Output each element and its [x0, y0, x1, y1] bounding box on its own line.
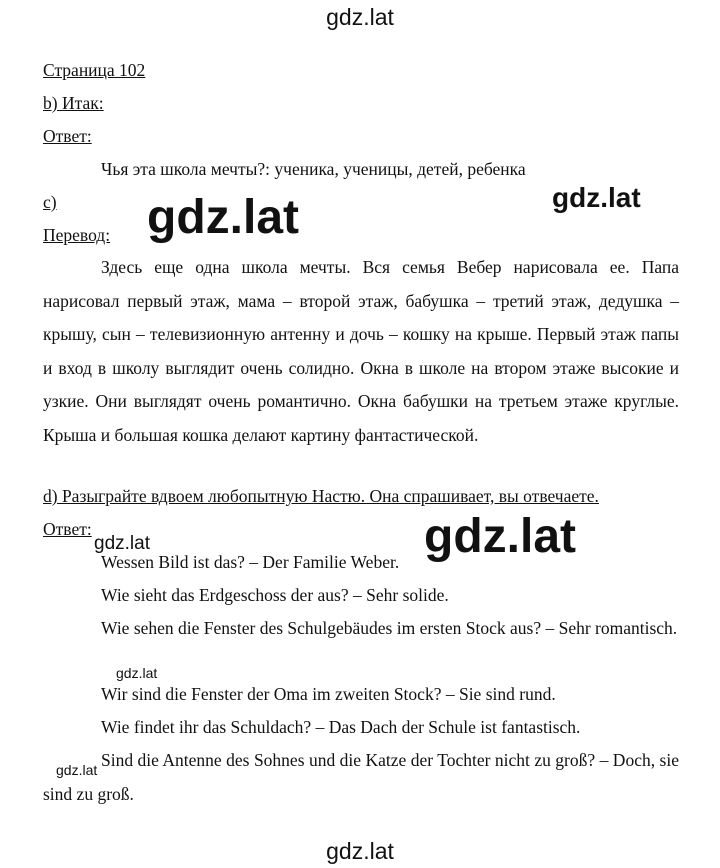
section-b-answer: Чья эта школа мечты?: ученика, ученицы, детей, ребенка: [101, 159, 526, 179]
watermark-bottom: gdz.lat: [326, 838, 394, 864]
section-d-answer-label: Ответ:: [43, 519, 92, 539]
watermark-large: gdz.lat: [147, 191, 299, 244]
section-c-translation-label: Перевод:: [43, 225, 111, 245]
watermark-top: gdz.lat: [326, 4, 394, 30]
section-c-label: c): [43, 192, 57, 212]
section-b-answer-label: Ответ:: [43, 126, 92, 146]
watermark-small: gdz.lat: [56, 762, 98, 778]
page-label: Страница 102: [43, 60, 146, 80]
dialogue-line: Wir sind die Fenster der Oma im zweiten Stock? – Sie sind rund.: [101, 684, 556, 704]
watermark-right: gdz.lat: [552, 182, 641, 213]
section-c-translation: Здесь еще одна школа мечты. Вся семья Вебер нарисовала ее. Папа нарисовал первый этаж, мама – второй этаж, бабушка – третий этаж, дедушка – крышу, сын – телевизионную антенну и дочь – кошку на крыше. Первый этаж папы и вход в школу выглядит очень солидно. Окна в школе на втором этаже высокие и узкие. Они выглядят очень романтично. Окна бабушки на третьем этаже круглые. Крыша и большая кошка делают картину фантастической.: [43, 257, 679, 445]
watermark-large: gdz.lat: [424, 510, 576, 563]
watermark-small: gdz.lat: [94, 533, 150, 554]
section-b-label: b) Итак:: [43, 93, 104, 113]
section-d-label: d) Разыграйте вдвоем любопытную Настю. Она спрашивает, вы отвечаете.: [43, 486, 599, 506]
dialogue-line: Wessen Bild ist das? – Der Familie Weber.: [101, 552, 400, 572]
dialogue-line: Wie sieht das Erdgeschoss der aus? – Sehr solide.: [101, 585, 449, 605]
dialogue-line: Sind die Antenne des Sohnes und die Katze der Tochter nicht zu groß? – Doch, sie sind zu groß.: [43, 750, 679, 804]
watermark-small: gdz.lat: [116, 665, 158, 681]
dialogue-line: Wie sehen die Fenster des Schulgebäudes im ersten Stock aus? – Sehr romantisch.: [101, 618, 678, 638]
dialogue-line: Wie findet ihr das Schuldach? – Das Dach der Schule ist fantastisch.: [101, 717, 581, 737]
